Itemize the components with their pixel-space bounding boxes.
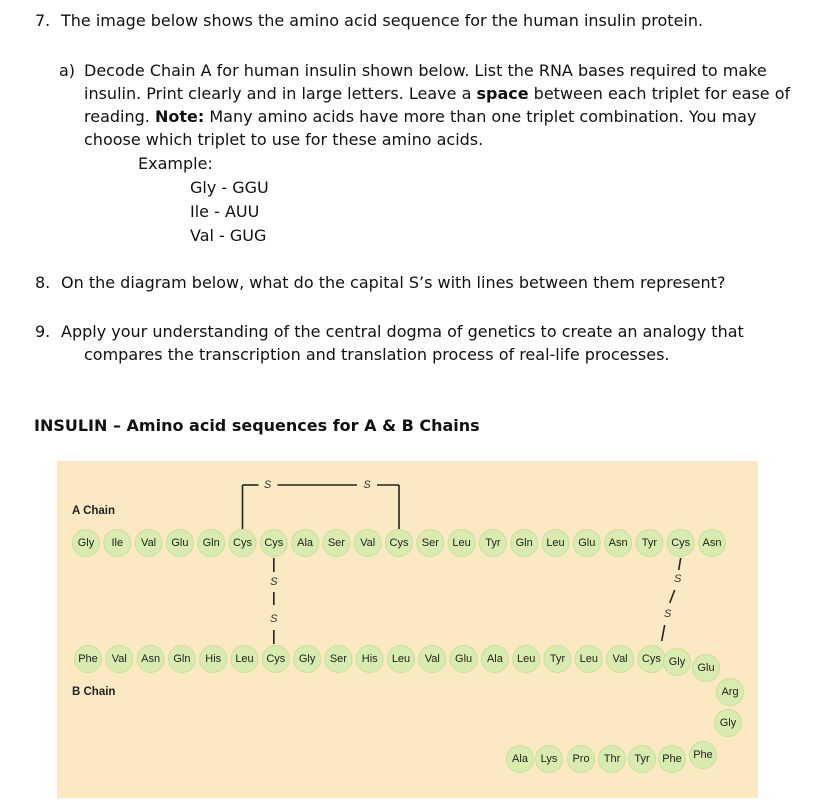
chain-b-bottom-residue <box>659 746 686 773</box>
chain-a-residue <box>229 530 256 557</box>
q9-line2: compares the transcription and translation process of real-life processes. <box>84 345 670 364</box>
chain-b-residue <box>262 646 289 673</box>
example-gly: Gly - GGU <box>190 178 269 197</box>
chain-a-residue-label: Val <box>141 537 157 549</box>
chain-b-residue <box>200 646 227 673</box>
example-val: Val - GUG <box>190 226 267 245</box>
note-emphasis: Note: <box>154 107 205 126</box>
chain-a-residue <box>479 530 506 557</box>
chain-b-residue-label: His <box>361 653 378 665</box>
chain-b-bottom-residue <box>536 746 563 773</box>
chain-a-residue-label: Ile <box>111 537 124 549</box>
inter-bond-2-s-top: S <box>674 573 682 585</box>
chain-a-residue-label: Cys <box>671 537 691 549</box>
chain-a-residue-label: Ser <box>421 537 439 549</box>
chain-a-residue-label: Asn <box>702 537 722 549</box>
chain-a-residue <box>166 530 193 557</box>
chain-a-residue <box>511 530 538 557</box>
disulfide-bonds <box>243 479 683 644</box>
chain-b-bottom-residue <box>629 746 656 773</box>
chain-a-residue-label: Glu <box>578 537 596 549</box>
chain-b-residue-label: Asn <box>141 653 161 665</box>
chain-b-label: B Chain <box>72 686 116 698</box>
chain-b-residue <box>607 646 634 673</box>
example-label: Example: <box>138 154 213 173</box>
chain-a-residue-label: Ala <box>297 537 314 549</box>
chain-a-residue-label: Asn <box>608 537 628 549</box>
intra-bond-s-right: S <box>363 479 371 491</box>
chain-a-residue <box>667 530 694 557</box>
chain-b-bottom-residue-label: Pro <box>572 753 590 765</box>
chain-a-residue <box>542 530 569 557</box>
chain-a-residue <box>417 530 444 557</box>
chain-b-residue <box>137 646 164 673</box>
chain-a-residue <box>699 530 726 557</box>
chain-a-residue <box>636 530 663 557</box>
chain-b-turn-residue <box>715 710 742 737</box>
chain-a-residue-label: Leu <box>452 537 471 549</box>
chain-b-residue <box>419 646 446 673</box>
chain-a-residue-label: Gln <box>515 537 533 549</box>
chain-b-residue <box>513 646 540 673</box>
chain-a-residue <box>135 530 162 557</box>
chain-a-residue-label: Glu <box>171 537 189 549</box>
q9-line1: Apply your understanding of the central dogma of genetics to create an analogy that <box>61 322 744 341</box>
chain-b-residue-label: Leu <box>517 653 536 665</box>
chain-b-residue-label: Val <box>612 653 628 665</box>
chain-b-residue-label: Leu <box>391 653 411 665</box>
chain-a-residue-label: Tyr <box>485 537 501 549</box>
inter-bond-1-s-top: S <box>270 576 278 588</box>
q7a-label: a) <box>59 61 76 80</box>
chain-b-turn-residue <box>664 649 691 676</box>
chain-b-turn-residue-label: Phe <box>693 749 713 761</box>
chain-a-residue-label: Cys <box>233 537 252 549</box>
insulin-heading: INSULIN – Amino acid sequences for A & B Chains <box>34 416 480 435</box>
chain-b-residue <box>481 646 508 673</box>
insulin-chain-svg <box>57 461 758 798</box>
chain-b-bottom-residue-label: Tyr <box>634 753 650 765</box>
insulin-diagram <box>57 461 758 798</box>
chain-b-turn-residue <box>690 742 717 769</box>
chain-a-residue <box>73 530 100 557</box>
chain-b-residue <box>106 646 133 673</box>
chain-b-residue <box>356 646 383 673</box>
q7-number: 7. <box>35 11 51 30</box>
intra-bond-s-left: S <box>263 479 272 491</box>
inter-bond-2-bottom-line <box>662 625 665 641</box>
chain-b-residue <box>168 646 195 673</box>
chain-b-bottom-residue <box>599 746 626 773</box>
chain-b-turn-residue <box>693 655 720 682</box>
inter-bond-2-s-bottom: S <box>664 608 672 620</box>
chain-a-residue-label: Cys <box>389 537 409 549</box>
space-emphasis: space <box>476 84 529 103</box>
chain-a-residue <box>386 530 413 557</box>
chain-b-residue <box>231 646 258 673</box>
chain-a-residue <box>198 530 225 557</box>
chain-b-residue-label: Ala <box>486 653 503 665</box>
chain-b-residue <box>544 646 571 673</box>
chain-b-residue-label: Cys <box>641 653 661 665</box>
chain-b-residue-label: Gln <box>173 653 191 665</box>
chain-b-residue-label: His <box>205 653 222 665</box>
chain-b-residue <box>294 646 321 673</box>
q7a-line1: Decode Chain A for human insulin shown below. List the RNA bases required to make <box>84 61 767 80</box>
residue-chains <box>73 530 744 773</box>
chain-a-residue <box>573 530 600 557</box>
chain-b-residue <box>325 646 352 673</box>
chain-a-residue-label: Gly <box>77 537 95 549</box>
inter-bond-2-top-line <box>679 558 681 570</box>
chain-b-residue-label: Glu <box>455 653 473 665</box>
chain-a-residue-label: Val <box>360 537 376 549</box>
chain-b-bottom-residue-label: Ala <box>512 753 528 765</box>
chain-b-bottom-residue <box>568 746 595 773</box>
chain-b-residue-label: Gly <box>298 653 316 665</box>
chain-a-residue <box>354 530 381 557</box>
chain-b-turn-residue-label: Glu <box>697 662 715 674</box>
chain-a-residue <box>605 530 632 557</box>
chain-a-residue-label: Leu <box>546 537 565 549</box>
chain-a-residue <box>260 530 287 557</box>
chain-a-residue <box>448 530 475 557</box>
q7a-line3: reading. Note: Many amino acids have more than one triplet combination. You may <box>84 107 757 126</box>
chain-b-residue-label: Val <box>111 653 127 665</box>
chain-b-residue <box>575 646 602 673</box>
chain-a-residue-label: Gln <box>202 537 220 549</box>
q7a-line4: choose which triplet to use for these amino acids. <box>84 130 484 149</box>
inter-bond-1-s-bottom: S <box>270 613 278 625</box>
chain-a-residue-label: Cys <box>264 537 284 549</box>
q8-number: 8. <box>35 273 51 292</box>
chain-a-label: A Chain <box>72 505 116 517</box>
chain-b-bottom-residue <box>507 746 534 773</box>
chain-b-turn-residue <box>717 679 744 706</box>
chain-b-residue-label: Leu <box>579 653 598 665</box>
chain-a-residue <box>104 530 131 557</box>
q8-text: On the diagram below, what do the capital S’s with lines between them represent? <box>61 273 726 292</box>
inter-bond-2-mid-line <box>670 590 675 603</box>
chain-b-turn-residue-label: Gly <box>719 717 737 729</box>
q7-text: The image below shows the amino acid sequence for the human insulin protein. <box>61 11 704 30</box>
example-ile: Ile - AUU <box>190 202 260 221</box>
chain-b-residue <box>388 646 415 673</box>
q7a-line2: insulin. Print clearly and in large letters. Leave a space between each triplet for ease of <box>84 84 791 103</box>
chain-b-residue-label: Phe <box>78 653 98 665</box>
chain-b-bottom-residue-label: Lys <box>540 753 558 765</box>
chain-b-residue <box>450 646 477 673</box>
chain-a-residue-label: Tyr <box>641 537 658 549</box>
chain-b-bottom-residue-label: Thr <box>603 753 621 765</box>
chain-b-turn-residue-label: Gly <box>668 656 686 668</box>
chain-b-residue-label: Ser <box>329 653 347 665</box>
chain-b-residue <box>638 646 665 673</box>
chain-b-residue-label: Val <box>424 653 440 665</box>
chain-a-residue-label: Ser <box>327 537 345 549</box>
chain-a-residue <box>292 530 319 557</box>
chain-b-residue-label: Tyr <box>549 653 566 665</box>
chain-b-residue-label: Cys <box>266 653 286 665</box>
chain-b-bottom-residue-label: Phe <box>662 753 682 765</box>
chain-b-turn-residue-label: Arg <box>721 686 739 698</box>
chain-a-residue <box>323 530 350 557</box>
chain-b-residue <box>75 646 102 673</box>
chain-b-residue-label: Leu <box>235 653 254 665</box>
q9-number: 9. <box>35 322 51 341</box>
